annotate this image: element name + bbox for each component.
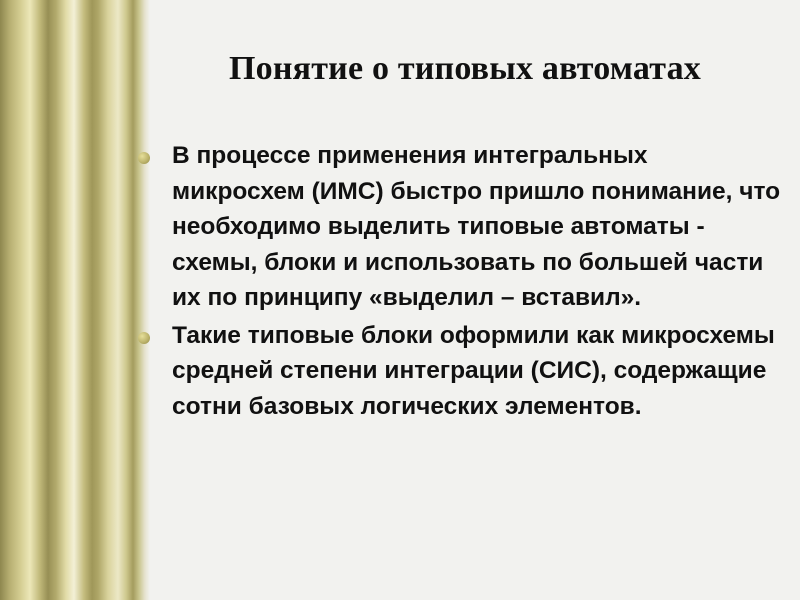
bullet-text-2: Такие типовые блоки оформили как микросхемы средней степени интеграции (СИС), содержащие сотни базовых логических элементов. bbox=[172, 321, 775, 420]
bullet-text-1: В процессе применения интегральных микросхем (ИМС) быстро пришло понимание, что необходимо выделить типовые автоматы - схемы, блоки и использовать по большей части их по принципу «выделил – вставил». bbox=[172, 142, 781, 311]
bullet-icon bbox=[138, 152, 150, 164]
bullet-item-1 bbox=[137, 138, 787, 316]
slide-title: Понятие о типовых автоматах bbox=[229, 50, 701, 87]
bullet-list bbox=[137, 138, 787, 426]
bullet-item-2 bbox=[137, 318, 787, 425]
decorative-gold-band bbox=[0, 0, 150, 600]
bullet-icon bbox=[138, 332, 150, 344]
